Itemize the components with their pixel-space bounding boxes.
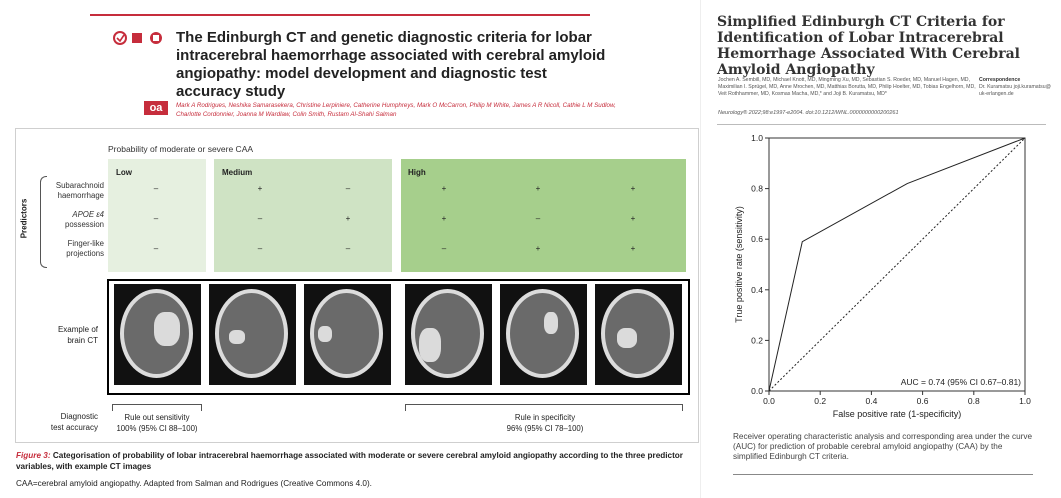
zone-label-medium: Medium [222,168,253,177]
predictor-mark: – [535,214,541,223]
zone-label-low: Low [116,168,132,177]
rule-in-bracket [405,404,683,411]
predictor-mark: – [153,214,159,223]
caption-rule [733,474,1033,475]
roc-series [769,138,1025,391]
predictor-mark: + [441,214,447,223]
predictor-mark: + [535,244,541,253]
predictor-label: APOE ε4 possession [64,210,104,229]
predictor-mark: + [441,184,447,193]
reference-diagonal-line [769,138,1025,391]
predictor-label: Subarachnoid haemorrhage [55,181,104,200]
x-tick-label: 0.0 [763,396,775,406]
citation: Neurology® 2022;98:e1997-e2004. doi:10.1212/WNL.0000000000200261 [718,110,899,116]
author-list: Jochen A. Sembill, MD, Michael Knott, MD, Mingming Xu, MD, Sebastian S. Roeder, MD, Manuel Hagen, MD, Maximilian I. Sprügel, MD, Anne Mrochen, MD, Matthias Borutta, MD, Philip Hoelter, MD, Tobias Engelhorn, MD, Veit Rothhammer, MD, Kosmas Macha, MD,* and Joji B. Kuramatsu, MD* [718,77,976,97]
example-ct-label: Example of brain CT [57,325,98,345]
figure-caption: Figure 3: Categorisation of probability of lobar intracerebral haemorrhage associated with moderate or severe cerebral amyloid angiopathy according to the three predictor variables, with example CT images [16,451,683,471]
predictor-mark: + [345,214,351,223]
ct-scan-image [209,284,296,385]
y-tick-label: 1.0 [751,133,763,143]
x-tick-label: 0.2 [814,396,827,406]
predictors-side-label: Predictors [19,198,29,239]
roc-caption: Receiver operating characteristic analysis and corresponding area under the curve (AUC) for prediction of probable cerebral amyloid angiopathy (CAA) by the simplified Edinburgh CT criteria. [733,432,1033,461]
y-tick-label: 0.6 [751,234,763,245]
roc-chart [730,128,1040,428]
rule-out-bracket [112,404,202,411]
y-tick-label: 0.8 [751,183,763,194]
x-tick-label: 0.6 [916,396,929,406]
y-tick-label: 0.4 [751,284,763,295]
predictor-mark: – [257,214,263,223]
x-tick-label: 0.8 [967,396,980,406]
probability-title: Probability of moderate or severe CAA [108,144,254,154]
rule-in-specificity: Rule in specificity 96% (95% CI 78–100) [506,413,584,433]
y-tick-label: 0.2 [751,335,763,346]
predictor-mark: + [630,214,636,223]
figure-footnote: CAA=cerebral amyloid angiopathy. Adapted from Salman and Rodrigues (Creative Commons 4.0). [16,479,372,488]
predictor-label: Finger-like projections [66,239,104,258]
rule-out-sensitivity: Rule out sensitivity 100% (95% CI 88–100) [116,413,198,433]
ct-scan-image [405,284,492,385]
y-axis-label: True positive rate (sensitivity) [734,206,744,323]
paper-title: The Edinburgh CT and genetic diagnostic criteria for lobar intracerebral haemorrhage associated with cerebral amyloid angiopathy: model development and diagnostic test accuracy study [176,29,606,100]
predictor-mark: – [345,244,351,253]
predictor-mark: + [630,184,636,193]
y-tick-label: 0.0 [751,386,763,396]
header-rule [90,14,590,16]
predictor-mark: + [535,184,541,193]
paper-title: Simplified Edinburgh CT Criteria for Identification of Lobar Intracerebral Hemorrhage Associated With Cerebral Amyloid Angiopathy [717,14,1020,78]
author-list: Mark A Rodrigues, Neshika Samarasekera, Christine Lerpiniere, Catherine Humphreys, Mark O McCarron, Philip M White, James A R Nicoll, Cathie L M Sudlow, Charlotte Cordonnier, Joanna M Wardlaw, Colin Smith, Rustam Al-Shahi Salman [176,102,616,118]
ct-scan-image [304,284,391,385]
diagnostic-accuracy-label: Diagnostic test accuracy [50,412,98,432]
zone-label-high: High [408,168,426,177]
x-tick-label: 1.0 [1019,396,1031,406]
predictor-mark: + [257,184,263,193]
open-access-badge: oa [144,101,168,115]
header-divider [717,124,1046,125]
ct-scan-image [595,284,682,385]
x-axis-label: False positive rate (1-specificity) [832,409,962,419]
predictor-mark: – [257,244,263,253]
crossmark-logo-icon [112,30,170,46]
predictor-mark: – [441,244,447,253]
predictor-mark: – [153,184,159,193]
correspondence: Correspondence Dr. Kuramatsu joji.kuramatsu@ uk-erlangen.de [979,77,1051,97]
ct-scan-image [500,284,587,385]
predictor-mark: – [153,244,159,253]
predictor-mark: + [630,244,636,253]
predictor-mark: – [345,184,351,193]
ct-scan-image [114,284,201,385]
x-tick-label: 0.4 [865,396,878,406]
auc-annotation: AUC = 0.74 (95% CI 0.67–0.81) [900,377,1021,387]
